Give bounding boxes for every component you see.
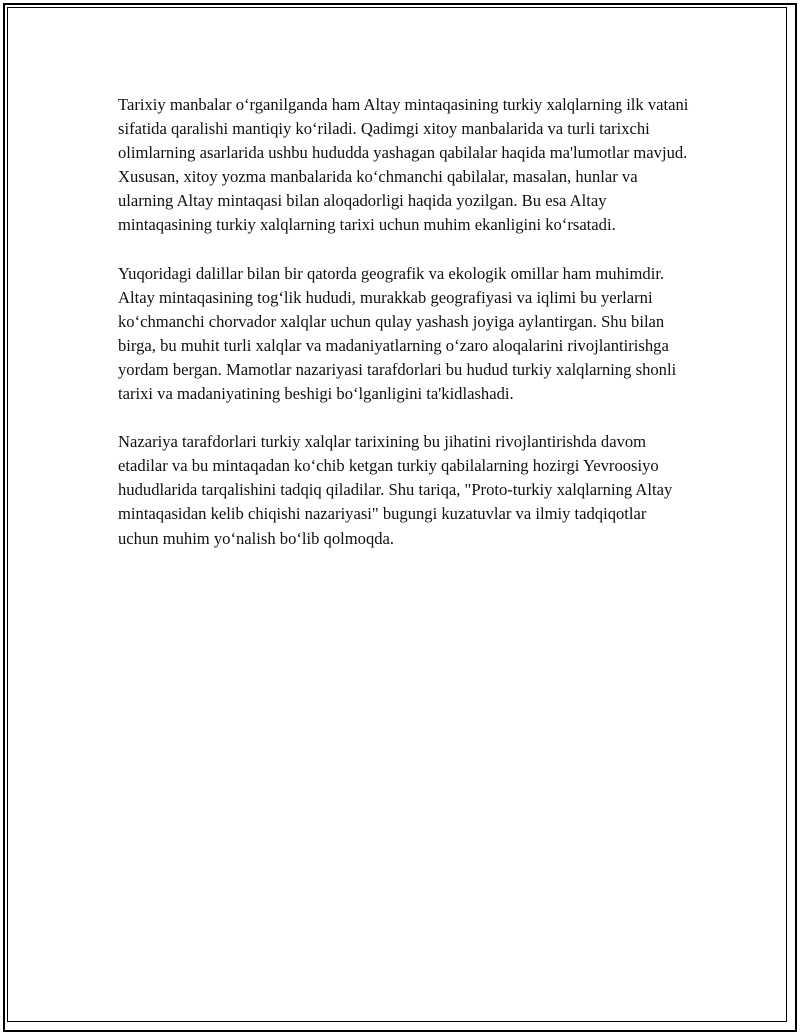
paragraph-2: Yuqoridagi dalillar bilan bir qatorda geografik va ekologik omillar ham muhimdir. Altay mintaqasining tog‘lik hududi, murakkab geografiyasi va iqlimi bu yerlarni ko‘chmanchi chorvador xalqlar uchun qulay yashash joyiga aylantirgan. Shu bilan birga, bu muhit turli xalqlar va madaniyatlarning o‘zaro aloqalarini rivojlantirishga yordam bergan. Mamotlar nazariyasi tarafdorlari bu hudud turkiy xalqlarning shonli tarixi va madaniyatining beshigi bo‘lganligini ta'kidlashadi. xyxy=(118,263,677,404)
paragraph-3: Nazariya tarafdorlari turkiy xalqlar tarixining bu jihatini rivojlantirishda davom etadilar va bu mintaqadan ko‘chib ketgan turkiy qabilalarning hozirgi Yevroosiyo hududlarida tarqalishini tadqiq qiladilar. Shu tariqa, "Proto-turkiy xalqlarning Altay mintaqasidan kelib chiqishi nazariyasi" bugungi kuzatuvlar va ilmiy tadqiqotlar uchun muhim yo‘nalish bo‘lib qolmoqda. xyxy=(118,432,673,548)
paragraph-1: Tarixiy manbalar o‘rganilganda ham Altay mintaqasining turkiy xalqlarning ilk vatani sifatida qaralishi mantiqiy ko‘riladi. Qadimgi xitoy manbalarida va turli tarixchi olimlarning asarlarida ushbu hududda yashagan qabilalar haqida ma'lumotlar mavjud. Xususan, xitoy yozma manbalarida ko‘chmanchi qabilalar, masalan, hunlar va ularning Altay mintaqasi bilan aloqadorligi haqida yozilgan. Bu esa Altay mintaqasining turkiy xalqlarning tarixi uchun muhim ekanligini ko‘rsatadi. xyxy=(118,95,689,235)
document-body xyxy=(118,93,690,575)
